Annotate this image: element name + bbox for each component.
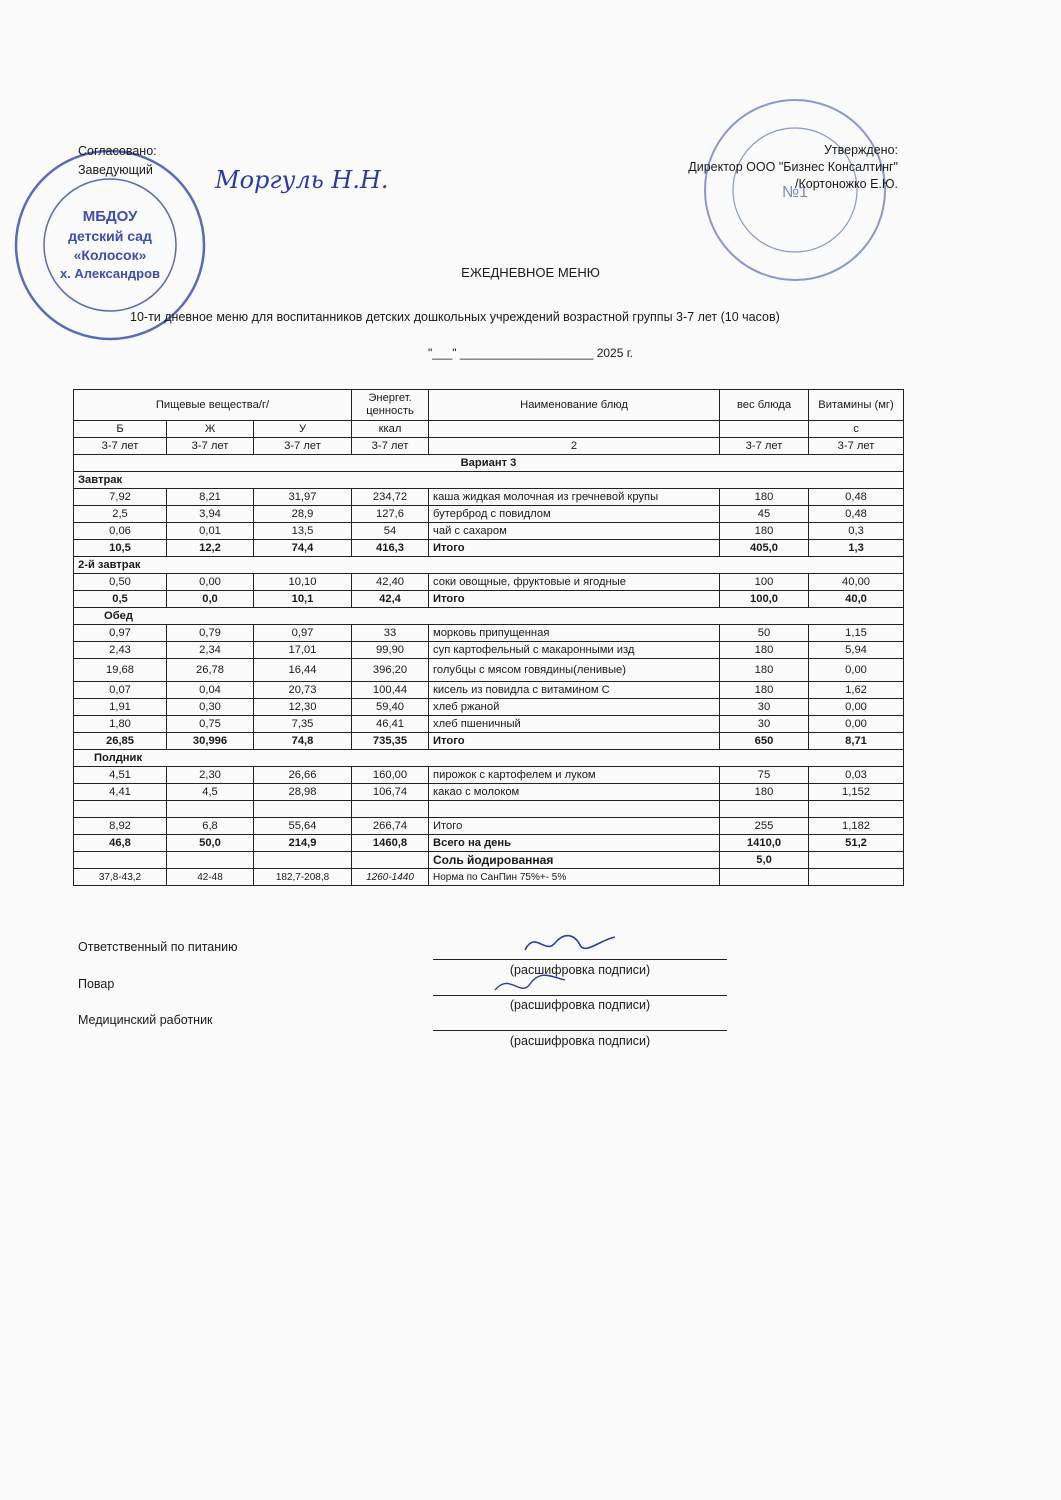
header-b: Б <box>74 421 167 438</box>
cell-vitamin-c: 5,94 <box>809 642 904 659</box>
total-carbs: 10,1 <box>254 591 352 608</box>
total-row <box>74 540 904 557</box>
total-fat: 30,996 <box>167 733 254 750</box>
cell-kcal: 42,40 <box>352 574 429 591</box>
total-protein: 26,85 <box>74 733 167 750</box>
header-weight: вес блюда <box>720 390 809 421</box>
dish-row <box>74 682 904 699</box>
total-carbs: 74,4 <box>254 540 352 557</box>
signature-caption: (расшифровка подписи) <box>509 998 651 1012</box>
cell-kcal: 160,00 <box>352 767 429 784</box>
cell-protein: 7,92 <box>74 489 167 506</box>
cell-weight: 180 <box>720 642 809 659</box>
cell-dish-name: суп картофельный с макаронными изд <box>429 642 720 659</box>
header-age: 3-7 лет <box>167 438 254 455</box>
cell-kcal: 234,72 <box>352 489 429 506</box>
cell-dish-name: соки овощные, фруктовые и ягодные <box>429 574 720 591</box>
cell-fat: 0,30 <box>167 699 254 716</box>
dish-row <box>74 642 904 659</box>
approval-right-line1: Утверждено: <box>823 143 898 157</box>
cell-kcal: 59,40 <box>352 699 429 716</box>
header-row-2 <box>74 421 904 438</box>
header-age: 3-7 лет <box>74 438 167 455</box>
cell-fat: 0,75 <box>167 716 254 733</box>
cell-dish-name: кисель из повидла с витамином С <box>429 682 720 699</box>
cell-dish-name: пирожок с картофелем и луком <box>429 767 720 784</box>
cell-dish-name: какао с молоком <box>429 784 720 801</box>
total-weight: 255 <box>720 818 809 835</box>
cell-kcal: 54 <box>352 523 429 540</box>
total-row <box>74 835 904 852</box>
cell-protein: 1,91 <box>74 699 167 716</box>
cell-weight: 30 <box>720 716 809 733</box>
total-label: Итого <box>429 540 720 557</box>
header-nutrients: Пищевые вещества/г/ <box>74 390 352 421</box>
cell-weight: 180 <box>720 489 809 506</box>
total-protein: 0,5 <box>74 591 167 608</box>
total-row <box>74 818 904 835</box>
header-col-num: 2 <box>429 438 720 455</box>
header-dish-name: Наименование блюд <box>429 390 720 421</box>
signature-line <box>433 995 727 996</box>
date-line: "___" ____________________ 2025 г. <box>428 346 633 360</box>
cell-dish-name: голубцы с мясом говядины(ленивые) <box>429 659 720 682</box>
total-weight: 650 <box>720 733 809 750</box>
dish-row <box>74 716 904 733</box>
cell-weight: 180 <box>720 784 809 801</box>
cell-vitamin-c: 0,00 <box>809 699 904 716</box>
cell-vitamin-c: 0,00 <box>809 659 904 682</box>
stamp-line-3: «Колосок» <box>73 247 147 263</box>
total-fat: 12,2 <box>167 540 254 557</box>
total-kcal: 42,4 <box>352 591 429 608</box>
section-lunch <box>74 608 904 625</box>
cell-vitamin-c: 0,48 <box>809 489 904 506</box>
cell-protein: 2,43 <box>74 642 167 659</box>
cell-fat: 0,00 <box>167 574 254 591</box>
header-c: с <box>809 421 904 438</box>
cell-vitamin-c: 1,62 <box>809 682 904 699</box>
section-snack <box>74 750 904 767</box>
signature-line <box>433 1030 727 1031</box>
variant-row <box>74 455 904 472</box>
section-label: 2-й завтрак <box>74 557 904 574</box>
cell-fat: 2,30 <box>167 767 254 784</box>
dish-row <box>74 489 904 506</box>
cell-protein: 19,68 <box>74 659 167 682</box>
cell-carbs: 28,9 <box>254 506 352 523</box>
handwritten-signature <box>520 925 620 960</box>
header-age: 3-7 лет <box>809 438 904 455</box>
cell-protein: 0,07 <box>74 682 167 699</box>
cell-carbs: 16,44 <box>254 659 352 682</box>
total-vitamin-c: 1,3 <box>809 540 904 557</box>
norm-b: 37,8-43,2 <box>74 869 167 886</box>
total-protein: 46,8 <box>74 835 167 852</box>
cell-fat: 8,21 <box>167 489 254 506</box>
section-label: Обед <box>74 608 904 625</box>
cell-vitamin-c: 1,152 <box>809 784 904 801</box>
cook-label: Повар <box>78 977 115 991</box>
cell-carbs: 20,73 <box>254 682 352 699</box>
total-fat: 50,0 <box>167 835 254 852</box>
cell-protein: 0,50 <box>74 574 167 591</box>
cell-kcal: 106,74 <box>352 784 429 801</box>
cell-protein: 0,97 <box>74 625 167 642</box>
cell-dish-name: хлеб ржаной <box>429 699 720 716</box>
cell-carbs: 13,5 <box>254 523 352 540</box>
total-row <box>74 733 904 750</box>
total-kcal: 735,35 <box>352 733 429 750</box>
cell-kcal: 33 <box>352 625 429 642</box>
cell-carbs: 0,97 <box>254 625 352 642</box>
stamp-line-1: МБДОУ <box>82 208 138 225</box>
cell-kcal: 99,90 <box>352 642 429 659</box>
dish-row <box>74 506 904 523</box>
approval-right-line3: /Кортоножко Е.Ю. <box>795 177 898 191</box>
total-vitamin-c: 8,71 <box>809 733 904 750</box>
approval-left-line1: Согласовано: <box>78 144 157 158</box>
cell-carbs: 28,98 <box>254 784 352 801</box>
cell-vitamin-c: 0,3 <box>809 523 904 540</box>
approval-right-block <box>640 142 898 193</box>
cell-carbs: 31,97 <box>254 489 352 506</box>
handwritten-signature <box>490 970 570 1000</box>
signature-caption: (расшифровка подписи) <box>509 963 651 977</box>
cell-carbs: 10,10 <box>254 574 352 591</box>
cell-kcal: 46,41 <box>352 716 429 733</box>
approval-right-line2: Директор ООО "Бизнес Консалтинг" <box>688 160 898 174</box>
cell-carbs: 26,66 <box>254 767 352 784</box>
cell-fat: 4,5 <box>167 784 254 801</box>
page-title: ЕЖЕДНЕВНОЕ МЕНЮ <box>461 265 600 280</box>
dish-row <box>74 699 904 716</box>
total-weight: 405,0 <box>720 540 809 557</box>
cell-fat: 2,34 <box>167 642 254 659</box>
cell-vitamin-c: 0,00 <box>809 716 904 733</box>
cell-kcal: 127,6 <box>352 506 429 523</box>
total-carbs: 74,8 <box>254 733 352 750</box>
total-kcal: 266,74 <box>352 818 429 835</box>
cell-weight: 45 <box>720 506 809 523</box>
total-label: Итого <box>429 591 720 608</box>
dish-row <box>74 784 904 801</box>
empty-row <box>74 801 904 818</box>
cell-protein: 0,06 <box>74 523 167 540</box>
total-carbs: 214,9 <box>254 835 352 852</box>
dish-row <box>74 574 904 591</box>
total-label: Итого <box>429 733 720 750</box>
total-weight: 100,0 <box>720 591 809 608</box>
cell-carbs: 17,01 <box>254 642 352 659</box>
approval-left-line2: Заведующий <box>78 163 153 177</box>
cell-protein: 4,51 <box>74 767 167 784</box>
cell-carbs: 12,30 <box>254 699 352 716</box>
norm-row <box>74 869 904 886</box>
cell-fat: 0,04 <box>167 682 254 699</box>
cell-weight: 50 <box>720 625 809 642</box>
cell-fat: 3,94 <box>167 506 254 523</box>
total-vitamin-c: 51,2 <box>809 835 904 852</box>
total-weight: 1410,0 <box>720 835 809 852</box>
header-zh: Ж <box>167 421 254 438</box>
cell-vitamin-c: 0,03 <box>809 767 904 784</box>
header-row-1 <box>74 390 904 421</box>
dish-row <box>74 523 904 540</box>
dish-row <box>74 625 904 642</box>
total-protein: 10,5 <box>74 540 167 557</box>
header-age: 3-7 лет <box>254 438 352 455</box>
cell-protein: 2,5 <box>74 506 167 523</box>
total-vitamin-c: 40,0 <box>809 591 904 608</box>
total-protein: 8,92 <box>74 818 167 835</box>
total-fat: 0,0 <box>167 591 254 608</box>
total-label: Всего на день <box>429 835 720 852</box>
norm-kcal: 1260-1440 <box>352 869 429 886</box>
section-breakfast <box>74 472 904 489</box>
cell-weight: 30 <box>720 699 809 716</box>
total-kcal: 416,3 <box>352 540 429 557</box>
stamp-line-4: х. Александров <box>59 266 161 281</box>
section-label: Полдник <box>74 750 904 767</box>
section-second-breakfast <box>74 557 904 574</box>
cell-kcal: 396,20 <box>352 659 429 682</box>
cell-carbs: 7,35 <box>254 716 352 733</box>
header-age: 3-7 лет <box>720 438 809 455</box>
section-label: Завтрак <box>74 472 904 489</box>
cell-weight: 180 <box>720 523 809 540</box>
total-fat: 6,8 <box>167 818 254 835</box>
approval-left-block <box>78 142 157 180</box>
menu-table <box>73 389 904 886</box>
cell-dish-name: чай с сахаром <box>429 523 720 540</box>
cell-vitamin-c: 0,48 <box>809 506 904 523</box>
salt-weight: 5,0 <box>720 852 809 869</box>
stamp-right-center: №1 <box>781 184 809 201</box>
cell-weight: 100 <box>720 574 809 591</box>
dish-row <box>74 767 904 784</box>
total-kcal: 1460,8 <box>352 835 429 852</box>
cell-vitamin-c: 40,00 <box>809 574 904 591</box>
cell-protein: 4,41 <box>74 784 167 801</box>
salt-label: Соль йодированная <box>429 852 720 869</box>
cell-fat: 26,78 <box>167 659 254 682</box>
total-carbs: 55,64 <box>254 818 352 835</box>
header-u: У <box>254 421 352 438</box>
signature-caption: (расшифровка подписи) <box>509 1034 651 1048</box>
header-energy: Энергет. ценность <box>352 390 429 421</box>
cell-kcal: 100,44 <box>352 682 429 699</box>
header-age: 3-7 лет <box>352 438 429 455</box>
head-signature: Моргуль Н.Н. <box>215 166 389 194</box>
cell-protein: 1,80 <box>74 716 167 733</box>
total-row <box>74 591 904 608</box>
header-vitamins: Витамины (мг) <box>809 390 904 421</box>
cell-dish-name: бутерброд с повидлом <box>429 506 720 523</box>
cell-dish-name: морковь припущенная <box>429 625 720 642</box>
cell-fat: 0,01 <box>167 523 254 540</box>
cell-weight: 180 <box>720 682 809 699</box>
cell-dish-name: каша жидкая молочная из гречневой крупы <box>429 489 720 506</box>
stamp-line-2: детский сад <box>68 228 152 244</box>
cell-fat: 0,79 <box>167 625 254 642</box>
page-subtitle: 10-ти дневное меню для воспитанников детских дошкольных учреждений возрастной группы 3-7 лет (10 часов) <box>130 310 780 324</box>
cell-weight: 180 <box>720 659 809 682</box>
responsible-label: Ответственный по питанию <box>78 940 238 954</box>
norm-u: 182,7-208,8 <box>254 869 352 886</box>
cell-dish-name: хлеб пшеничный <box>429 716 720 733</box>
norm-zh: 42-48 <box>167 869 254 886</box>
salt-row <box>74 852 904 869</box>
cell-vitamin-c: 1,15 <box>809 625 904 642</box>
variant-label: Вариант 3 <box>74 455 904 472</box>
header-row-3 <box>74 438 904 455</box>
total-vitamin-c: 1,182 <box>809 818 904 835</box>
medic-label: Медицинский работник <box>78 1013 213 1027</box>
header-kcal: ккал <box>352 421 429 438</box>
dish-row <box>74 659 904 682</box>
total-label: Итого <box>429 818 720 835</box>
norm-label: Норма по СанПин 75%+- 5% <box>429 869 720 886</box>
cell-weight: 75 <box>720 767 809 784</box>
